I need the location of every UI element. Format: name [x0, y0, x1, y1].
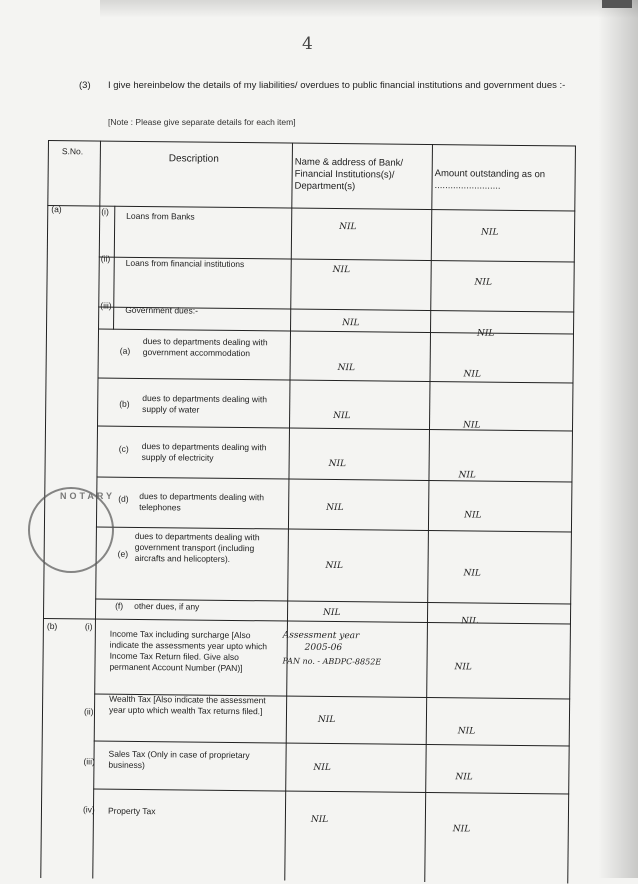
row-bank: NIL — [313, 762, 331, 773]
intro-text: I give hereinbelow the details of my liabilities/ overdues to public financial institutions and government dues :- — [108, 80, 566, 91]
row-bank: NIL — [342, 318, 360, 329]
row-sub: (b) — [119, 398, 130, 409]
row-label: dues to departments dealing with telephones — [139, 490, 265, 513]
item-number: (3) — [79, 80, 91, 91]
row-label: Loans from Banks — [126, 210, 195, 222]
header-name-address: Name & address of Bank/ Financial Institutions(s)/ Department(s) — [294, 156, 404, 193]
row-bank: NIL — [323, 607, 341, 619]
stamp-text: NOTARY — [60, 491, 115, 501]
row-amount: NIL — [460, 616, 479, 627]
header-sno: S.No. — [61, 146, 84, 157]
row-sub: (ii) — [83, 706, 94, 717]
row-label: Wealth Tax [Also indicate the assessment year upto which wealth Tax returns filed.] — [108, 693, 266, 717]
row-amount: NIL — [476, 328, 495, 339]
row-amount: NIL — [454, 662, 472, 673]
row-label: Government dues:- — [125, 304, 199, 316]
row-bank-line: 2005-06 — [304, 642, 343, 654]
row-label: Loans from financial institutions — [125, 257, 245, 270]
row-sub: (a) — [119, 345, 131, 356]
row-bank: NIL — [333, 411, 351, 422]
note-text: [Note : Please give separate details for each item] — [108, 117, 296, 127]
row-amount: NIL — [463, 369, 482, 380]
scan-shadow-edge — [598, 0, 638, 878]
row-label: dues to departments dealing with government accommodation — [142, 336, 268, 359]
row-sno: (b) — [46, 621, 58, 632]
scan-shadow-top — [100, 0, 638, 18]
row-bank-line: PAN no. - ABDPC-8852E — [282, 656, 382, 667]
row-amount: NIL — [458, 470, 476, 481]
row-sub: (d) — [118, 493, 129, 504]
corner-mark — [602, 0, 632, 8]
header-amount: Amount outstanding as on ......................... — [434, 168, 546, 192]
liabilities-table — [40, 140, 576, 883]
row-bank: NIL — [325, 560, 344, 572]
row-amount: NIL — [452, 824, 471, 835]
row-sub: (e) — [117, 548, 129, 559]
row-label: dues to departments dealing with government transport (including aircrafts and helicopters). — [134, 530, 260, 564]
row-amount: NIL — [464, 510, 482, 521]
row-sub: (iii) — [100, 300, 112, 311]
row-bank: NIL — [337, 363, 356, 374]
row-sub: (c) — [118, 443, 129, 454]
row-sub: (f) — [115, 600, 124, 611]
row-bank: NIL — [317, 714, 336, 726]
row-sub: (iii) — [83, 756, 95, 767]
row-label: Sales Tax (Only in case of proprietary business) — [108, 748, 250, 771]
row-sub: (i) — [84, 621, 93, 632]
row-amount: NIL — [455, 772, 473, 783]
row-label: dues to departments dealing with supply of electricity — [141, 440, 267, 463]
row-amount: NIL — [463, 568, 481, 579]
row-amount: NIL — [462, 420, 481, 431]
row-sno: (a) — [51, 204, 62, 215]
row-bank-line: Assessment year — [282, 630, 360, 642]
header-description: Description — [168, 153, 219, 165]
row-bank: NIL — [332, 264, 351, 276]
row-sub: (i) — [101, 206, 109, 217]
row-amount: NIL — [481, 227, 499, 238]
row-sub: (iv) — [82, 804, 95, 815]
row-label: Income Tax including surcharge [Also indicate the assessments year upto which Income Tax Return filed. Give also permanent Account Number (PAN)] — [109, 628, 268, 674]
row-label: other dues, if any — [134, 600, 200, 612]
row-label: Property Tax — [107, 805, 156, 817]
row-bank: NIL — [339, 222, 357, 233]
row-sub: (ii) — [100, 253, 111, 264]
notary-stamp — [28, 487, 114, 573]
row-amount: NIL — [457, 726, 476, 737]
page-number: 4 — [302, 34, 313, 54]
row-amount: NIL — [474, 277, 493, 288]
row-bank: NIL — [310, 814, 329, 825]
row-bank: NIL — [326, 502, 344, 514]
row-label: dues to departments dealing with supply of water — [142, 393, 268, 415]
row-bank: NIL — [328, 458, 347, 470]
